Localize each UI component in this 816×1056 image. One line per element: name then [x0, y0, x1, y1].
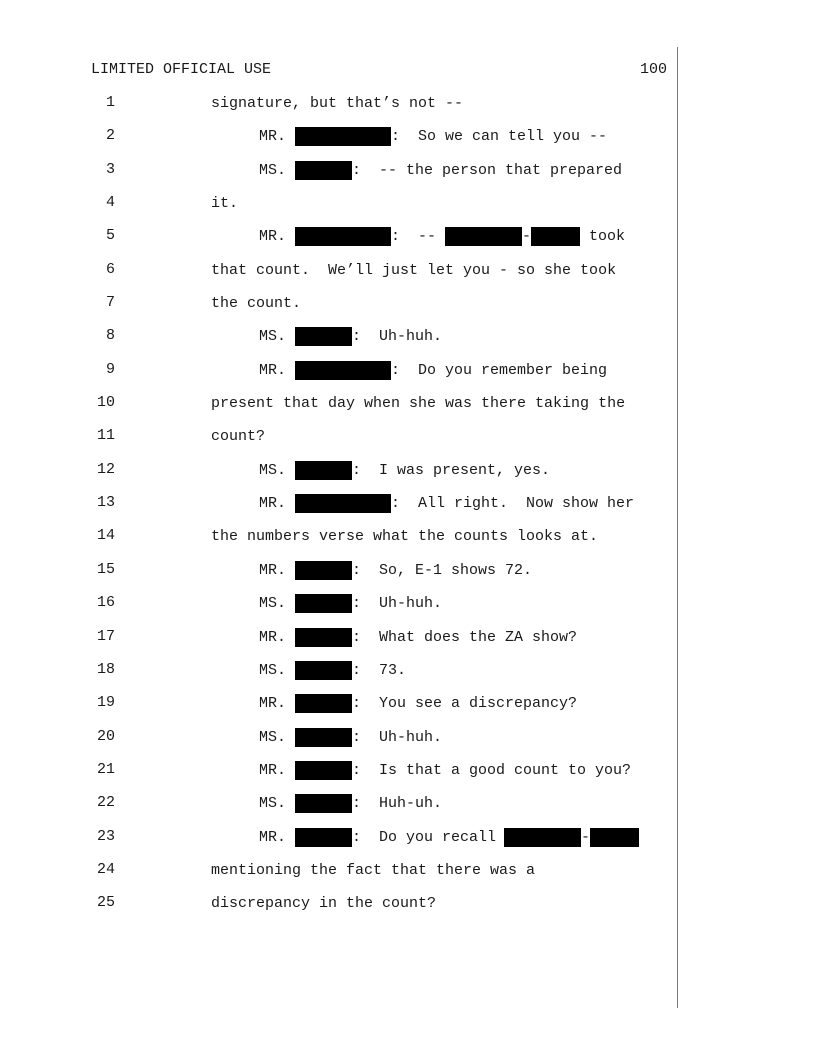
transcript-line [0, 94, 816, 127]
speaker-prefix: MS. [259, 728, 287, 746]
speaker-line [259, 361, 607, 380]
transcript-line [0, 194, 816, 227]
speaker-prefix: MS. [259, 595, 287, 613]
line-text: : Uh-huh. [352, 328, 443, 346]
transcript-line [0, 294, 816, 327]
line-number: 3 [105, 160, 115, 178]
speaker-prefix: MR. [259, 628, 287, 646]
transcript-line [0, 461, 816, 494]
line-number: 24 [96, 860, 115, 878]
redaction-block [295, 661, 352, 680]
line-number: 16 [96, 594, 115, 612]
hyphen: - [581, 828, 591, 846]
redaction-block [531, 227, 580, 246]
speaker-prefix: MR. [259, 561, 287, 579]
transcript-line [0, 761, 816, 794]
redaction-block [445, 227, 522, 246]
line-number: 15 [96, 560, 115, 578]
line-text: discrepancy in the count? [211, 895, 437, 913]
line-text: mentioning the fact that there was a [211, 861, 536, 879]
transcript-line [0, 728, 816, 761]
transcript-line [0, 894, 816, 927]
page-number: 100 [639, 61, 667, 78]
speaker-line [259, 661, 406, 680]
line-number: 10 [96, 394, 115, 412]
line-text: : All right. Now show her [391, 495, 635, 513]
line-number: 6 [105, 260, 115, 278]
speaker-prefix: MS. [259, 661, 287, 679]
line-text: that count. We’ll just let you - so she took [211, 261, 617, 279]
speaker-line [259, 461, 550, 480]
redaction-block [295, 127, 391, 146]
transcript-line [0, 861, 816, 894]
transcript-line [0, 261, 816, 294]
redaction-block [295, 794, 352, 813]
line-number: 21 [96, 760, 115, 778]
redaction-block [295, 461, 352, 480]
speaker-prefix: MR. [259, 361, 287, 379]
line-number: 4 [105, 194, 115, 212]
page-header [91, 61, 667, 81]
speaker-prefix: MR. [259, 695, 287, 713]
line-number: 1 [105, 94, 115, 111]
line-text: signature, but that’s not -- [211, 95, 464, 112]
speaker-prefix: MS. [259, 328, 287, 346]
line-number: 20 [96, 727, 115, 745]
transcript-line [0, 494, 816, 527]
speaker-line [259, 127, 607, 146]
transcript-line [0, 527, 816, 560]
redaction-block [295, 227, 391, 246]
line-number: 7 [105, 294, 115, 312]
line-text: it. [211, 195, 239, 213]
redaction-block [295, 594, 352, 613]
line-number: 14 [96, 527, 115, 545]
transcript-line [0, 161, 816, 194]
line-text: the count. [211, 295, 302, 313]
transcript-line [0, 227, 816, 260]
transcript-line [0, 327, 816, 360]
speaker-prefix: MS. [259, 161, 287, 179]
line-text: : Uh-huh. [352, 595, 443, 613]
speaker-line [259, 728, 442, 747]
speaker-line [259, 761, 631, 780]
line-text: : I was present, yes. [352, 461, 551, 479]
line-text: : Huh-uh. [352, 795, 443, 813]
line-text: : Is that a good count to you? [352, 761, 632, 779]
line-number: 22 [96, 794, 115, 812]
line-text: : What does the ZA show? [352, 628, 578, 646]
speaker-prefix: MR. [259, 495, 287, 513]
transcript-line [0, 594, 816, 627]
redaction-block [295, 327, 352, 346]
line-number: 25 [96, 894, 115, 912]
transcript-line [0, 828, 816, 861]
redaction-block [590, 828, 639, 847]
line-number: 8 [105, 327, 115, 345]
transcript-line [0, 561, 816, 594]
speaker-line [259, 628, 577, 647]
speaker-line [259, 694, 577, 713]
transcript-line [0, 361, 816, 394]
line-number: 11 [96, 427, 115, 445]
line-text: the numbers verse what the counts looks at. [211, 528, 599, 546]
speaker-line [259, 828, 639, 847]
speaker-prefix: MR. [259, 128, 287, 146]
line-number: 9 [105, 360, 115, 378]
line-text: : 73. [352, 661, 407, 679]
redaction-block [295, 694, 352, 713]
speaker-prefix: MR. [259, 228, 287, 246]
redaction-block [295, 361, 391, 380]
line-number: 12 [96, 460, 115, 478]
speaker-prefix: MR. [259, 828, 287, 846]
line-text: present that day when she was there taking the [211, 395, 626, 413]
speaker-prefix: MS. [259, 795, 287, 813]
redaction-block [295, 161, 352, 180]
redaction-block [295, 728, 352, 747]
line-number: 13 [96, 494, 115, 512]
speaker-line [259, 161, 622, 180]
line-text: : Do you recall [352, 828, 497, 846]
transcript-line [0, 394, 816, 427]
line-text: : Uh-huh. [352, 728, 443, 746]
transcript-line [0, 427, 816, 460]
line-text: : You see a discrepancy? [352, 695, 578, 713]
hyphen: - [522, 228, 532, 246]
speaker-prefix: MS. [259, 461, 287, 479]
speaker-line [259, 794, 442, 813]
line-number: 2 [105, 127, 115, 145]
transcript-line [0, 694, 816, 727]
speaker-line [259, 594, 442, 613]
redaction-block [295, 628, 352, 647]
redaction-block [295, 828, 352, 847]
line-number: 17 [96, 627, 115, 645]
line-number: 23 [96, 827, 115, 845]
line-text: : -- [391, 228, 437, 246]
redaction-block [504, 828, 581, 847]
line-number: 5 [105, 227, 115, 245]
line-text: : So we can tell you -- [391, 128, 608, 146]
speaker-line [259, 327, 442, 346]
redaction-block [295, 761, 352, 780]
redaction-block [295, 561, 352, 580]
line-number: 19 [96, 694, 115, 712]
transcript-line [0, 127, 816, 160]
speaker-line [259, 561, 532, 580]
transcript-line [0, 794, 816, 827]
line-text: : Do you remember being [391, 361, 608, 379]
line-number: 18 [96, 660, 115, 678]
redaction-block [295, 494, 391, 513]
speaker-prefix: MR. [259, 761, 287, 779]
line-text: count? [211, 428, 266, 446]
speaker-line [259, 494, 634, 513]
line-text: : -- the person that prepared [352, 161, 623, 179]
line-text: took [589, 228, 626, 246]
speaker-line [259, 227, 625, 246]
line-text: : So, E-1 shows 72. [352, 561, 533, 579]
transcript-line [0, 628, 816, 661]
transcript-line [0, 661, 816, 694]
transcript-body [0, 94, 816, 928]
classification-marking: LIMITED OFFICIAL USE [91, 61, 272, 78]
